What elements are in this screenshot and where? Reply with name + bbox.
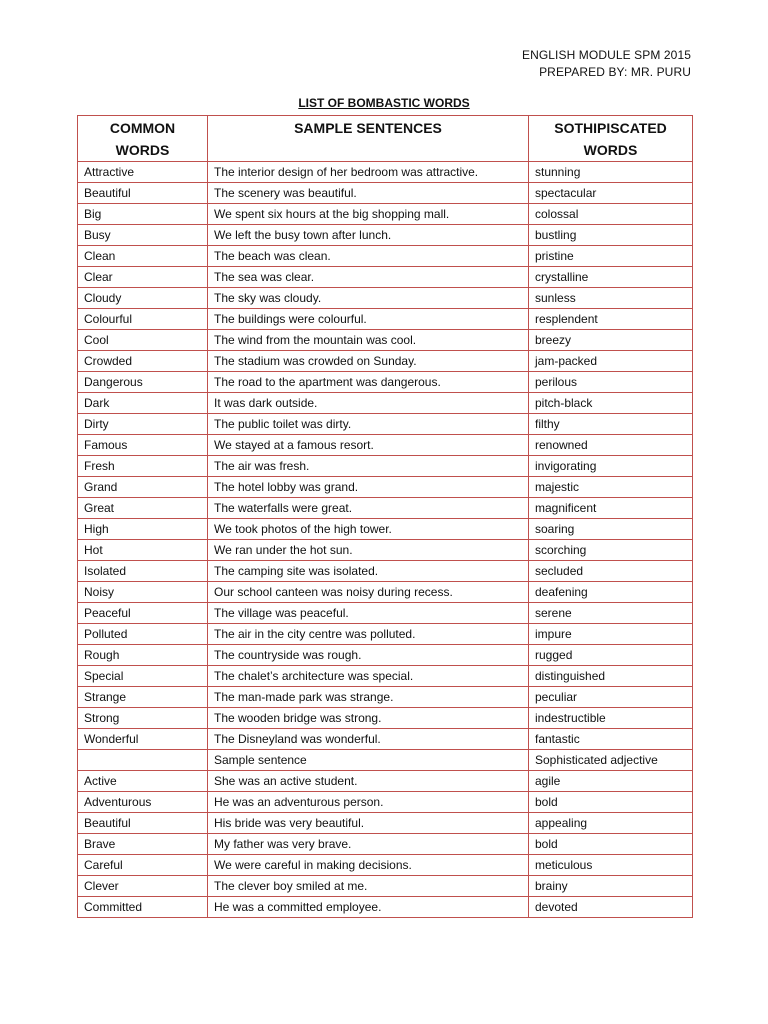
sophisticated-word-cell: perilous: [529, 372, 693, 393]
sophisticated-word-cell: indestructible: [529, 708, 693, 729]
sample-sentence-cell: We left the busy town after lunch.: [208, 225, 529, 246]
sample-sentence-cell: The Disneyland was wonderful.: [208, 729, 529, 750]
table-row: [78, 351, 693, 372]
common-word-cell: Peaceful: [78, 603, 208, 624]
sample-sentence-cell: My father was very brave.: [208, 834, 529, 855]
sophisticated-word-cell: colossal: [529, 204, 693, 225]
sample-sentence-cell: The air in the city centre was polluted.: [208, 624, 529, 645]
sophisticated-word-cell: appealing: [529, 813, 693, 834]
sophisticated-word-cell: secluded: [529, 561, 693, 582]
table-row: [78, 204, 693, 225]
table-row: [78, 582, 693, 603]
common-word-cell: Attractive: [78, 162, 208, 183]
sample-sentence-cell: We were careful in making decisions.: [208, 855, 529, 876]
table-row: [78, 708, 693, 729]
common-word-cell: Big: [78, 204, 208, 225]
sophisticated-word-cell: impure: [529, 624, 693, 645]
sophisticated-word-cell: fantastic: [529, 729, 693, 750]
common-word-cell: Dirty: [78, 414, 208, 435]
word-table: [77, 115, 693, 918]
common-word-cell: [78, 750, 208, 771]
common-word-cell: Committed: [78, 897, 208, 918]
table-row: [78, 666, 693, 687]
sophisticated-word-cell: renowned: [529, 435, 693, 456]
sophisticated-word-cell: pristine: [529, 246, 693, 267]
table-row: [78, 603, 693, 624]
sample-sentence-cell: It was dark outside.: [208, 393, 529, 414]
common-word-cell: Brave: [78, 834, 208, 855]
common-word-cell: Strange: [78, 687, 208, 708]
sophisticated-word-cell: serene: [529, 603, 693, 624]
sophisticated-word-cell: scorching: [529, 540, 693, 561]
common-word-cell: Cloudy: [78, 288, 208, 309]
sophisticated-word-cell: bustling: [529, 225, 693, 246]
sophisticated-word-cell: sunless: [529, 288, 693, 309]
sample-sentence-cell: He was an adventurous person.: [208, 792, 529, 813]
table-row: [78, 414, 693, 435]
sophisticated-word-cell: rugged: [529, 645, 693, 666]
column-header-common-words: COMMON WORDS: [78, 116, 208, 162]
common-word-cell: Rough: [78, 645, 208, 666]
sample-sentence-cell: The sky was cloudy.: [208, 288, 529, 309]
table-row: [78, 792, 693, 813]
sophisticated-word-cell: majestic: [529, 477, 693, 498]
common-word-cell: Adventurous: [78, 792, 208, 813]
sample-sentence-cell: He was a committed employee.: [208, 897, 529, 918]
table-row: [78, 162, 693, 183]
table-row: [78, 435, 693, 456]
common-word-cell: Dangerous: [78, 372, 208, 393]
sample-sentence-cell: We ran under the hot sun.: [208, 540, 529, 561]
sample-sentence-cell: The public toilet was dirty.: [208, 414, 529, 435]
common-word-cell: Noisy: [78, 582, 208, 603]
sophisticated-word-cell: Sophisticated adjective: [529, 750, 693, 771]
table-row: [78, 834, 693, 855]
sample-sentence-cell: Sample sentence: [208, 750, 529, 771]
table-row: [78, 624, 693, 645]
table-row: [78, 309, 693, 330]
table-row: [78, 267, 693, 288]
table-row: [78, 456, 693, 477]
common-word-cell: Beautiful: [78, 813, 208, 834]
common-word-cell: Grand: [78, 477, 208, 498]
sample-sentence-cell: His bride was very beautiful.: [208, 813, 529, 834]
table-row: [78, 771, 693, 792]
sample-sentence-cell: The clever boy smiled at me.: [208, 876, 529, 897]
table-row: [78, 876, 693, 897]
sample-sentence-cell: The man-made park was strange.: [208, 687, 529, 708]
sophisticated-word-cell: spectacular: [529, 183, 693, 204]
table-row: [78, 645, 693, 666]
sample-sentence-cell: The interior design of her bedroom was attractive.: [208, 162, 529, 183]
common-word-cell: Special: [78, 666, 208, 687]
sophisticated-word-cell: soaring: [529, 519, 693, 540]
common-word-cell: Isolated: [78, 561, 208, 582]
common-word-cell: Crowded: [78, 351, 208, 372]
table-row: [78, 225, 693, 246]
sample-sentence-cell: The waterfalls were great.: [208, 498, 529, 519]
common-word-cell: Busy: [78, 225, 208, 246]
table-row: [78, 477, 693, 498]
sample-sentence-cell: We stayed at a famous resort.: [208, 435, 529, 456]
table-row: [78, 330, 693, 351]
column-header-sample-sentences: SAMPLE SENTENCES: [208, 116, 529, 162]
sample-sentence-cell: The beach was clean.: [208, 246, 529, 267]
sophisticated-word-cell: peculiar: [529, 687, 693, 708]
table-row: [78, 729, 693, 750]
common-word-cell: Beautiful: [78, 183, 208, 204]
sophisticated-word-cell: stunning: [529, 162, 693, 183]
table-row: [78, 372, 693, 393]
sample-sentence-cell: The scenery was beautiful.: [208, 183, 529, 204]
sample-sentence-cell: She was an active student.: [208, 771, 529, 792]
sophisticated-word-cell: filthy: [529, 414, 693, 435]
table-row: [78, 183, 693, 204]
sample-sentence-cell: The village was peaceful.: [208, 603, 529, 624]
table-row: [78, 687, 693, 708]
table-row: [78, 393, 693, 414]
table-row: [78, 288, 693, 309]
sample-sentence-cell: The chalet’s architecture was special.: [208, 666, 529, 687]
common-word-cell: Strong: [78, 708, 208, 729]
sample-sentence-cell: The road to the apartment was dangerous.: [208, 372, 529, 393]
document-title: LIST OF BOMBASTIC WORDS: [298, 96, 470, 110]
sample-sentence-cell: The wooden bridge was strong.: [208, 708, 529, 729]
sample-sentence-cell: The hotel lobby was grand.: [208, 477, 529, 498]
sophisticated-word-cell: bold: [529, 834, 693, 855]
sample-sentence-cell: The stadium was crowded on Sunday.: [208, 351, 529, 372]
common-word-cell: Clever: [78, 876, 208, 897]
sophisticated-word-cell: resplendent: [529, 309, 693, 330]
table-body: [78, 162, 693, 918]
sophisticated-word-cell: distinguished: [529, 666, 693, 687]
sample-sentence-cell: We took photos of the high tower.: [208, 519, 529, 540]
common-word-cell: Cool: [78, 330, 208, 351]
sophisticated-word-cell: deafening: [529, 582, 693, 603]
module-title: ENGLISH MODULE SPM 2015: [521, 48, 691, 62]
sophisticated-word-cell: meticulous: [529, 855, 693, 876]
column-header-sophisticated-words: SOTHIPISCATED WORDS: [529, 116, 693, 162]
table-row: [78, 813, 693, 834]
table-row: [78, 498, 693, 519]
common-word-cell: Clear: [78, 267, 208, 288]
sample-sentence-cell: Our school canteen was noisy during recess.: [208, 582, 529, 603]
sophisticated-word-cell: brainy: [529, 876, 693, 897]
common-word-cell: Polluted: [78, 624, 208, 645]
table-row: [78, 750, 693, 771]
common-word-cell: High: [78, 519, 208, 540]
sample-sentence-cell: The buildings were colourful.: [208, 309, 529, 330]
common-word-cell: Hot: [78, 540, 208, 561]
common-word-cell: Great: [78, 498, 208, 519]
common-word-cell: Wonderful: [78, 729, 208, 750]
sophisticated-word-cell: pitch-black: [529, 393, 693, 414]
sophisticated-word-cell: crystalline: [529, 267, 693, 288]
common-word-cell: Famous: [78, 435, 208, 456]
sample-sentence-cell: The air was fresh.: [208, 456, 529, 477]
table-row: [78, 561, 693, 582]
sophisticated-word-cell: magnificent: [529, 498, 693, 519]
common-word-cell: Careful: [78, 855, 208, 876]
common-word-cell: Clean: [78, 246, 208, 267]
page-header: [522, 47, 691, 81]
common-word-cell: Colourful: [78, 309, 208, 330]
common-word-cell: Dark: [78, 393, 208, 414]
sophisticated-word-cell: invigorating: [529, 456, 693, 477]
sample-sentence-cell: The countryside was rough.: [208, 645, 529, 666]
table-row: [78, 897, 693, 918]
prepared-by: PREPARED BY: MR. PURU: [539, 65, 691, 79]
sophisticated-word-cell: jam-packed: [529, 351, 693, 372]
table-row: [78, 519, 693, 540]
sample-sentence-cell: We spent six hours at the big shopping mall.: [208, 204, 529, 225]
sample-sentence-cell: The wind from the mountain was cool.: [208, 330, 529, 351]
common-word-cell: Active: [78, 771, 208, 792]
table-row: [78, 855, 693, 876]
table-row: [78, 246, 693, 267]
header-row: [78, 116, 693, 162]
sophisticated-word-cell: devoted: [529, 897, 693, 918]
sample-sentence-cell: The sea was clear.: [208, 267, 529, 288]
table-header: [78, 116, 693, 162]
table-row: [78, 540, 693, 561]
sophisticated-word-cell: agile: [529, 771, 693, 792]
common-word-cell: Fresh: [78, 456, 208, 477]
sophisticated-word-cell: bold: [529, 792, 693, 813]
sophisticated-word-cell: breezy: [529, 330, 693, 351]
sample-sentence-cell: The camping site was isolated.: [208, 561, 529, 582]
